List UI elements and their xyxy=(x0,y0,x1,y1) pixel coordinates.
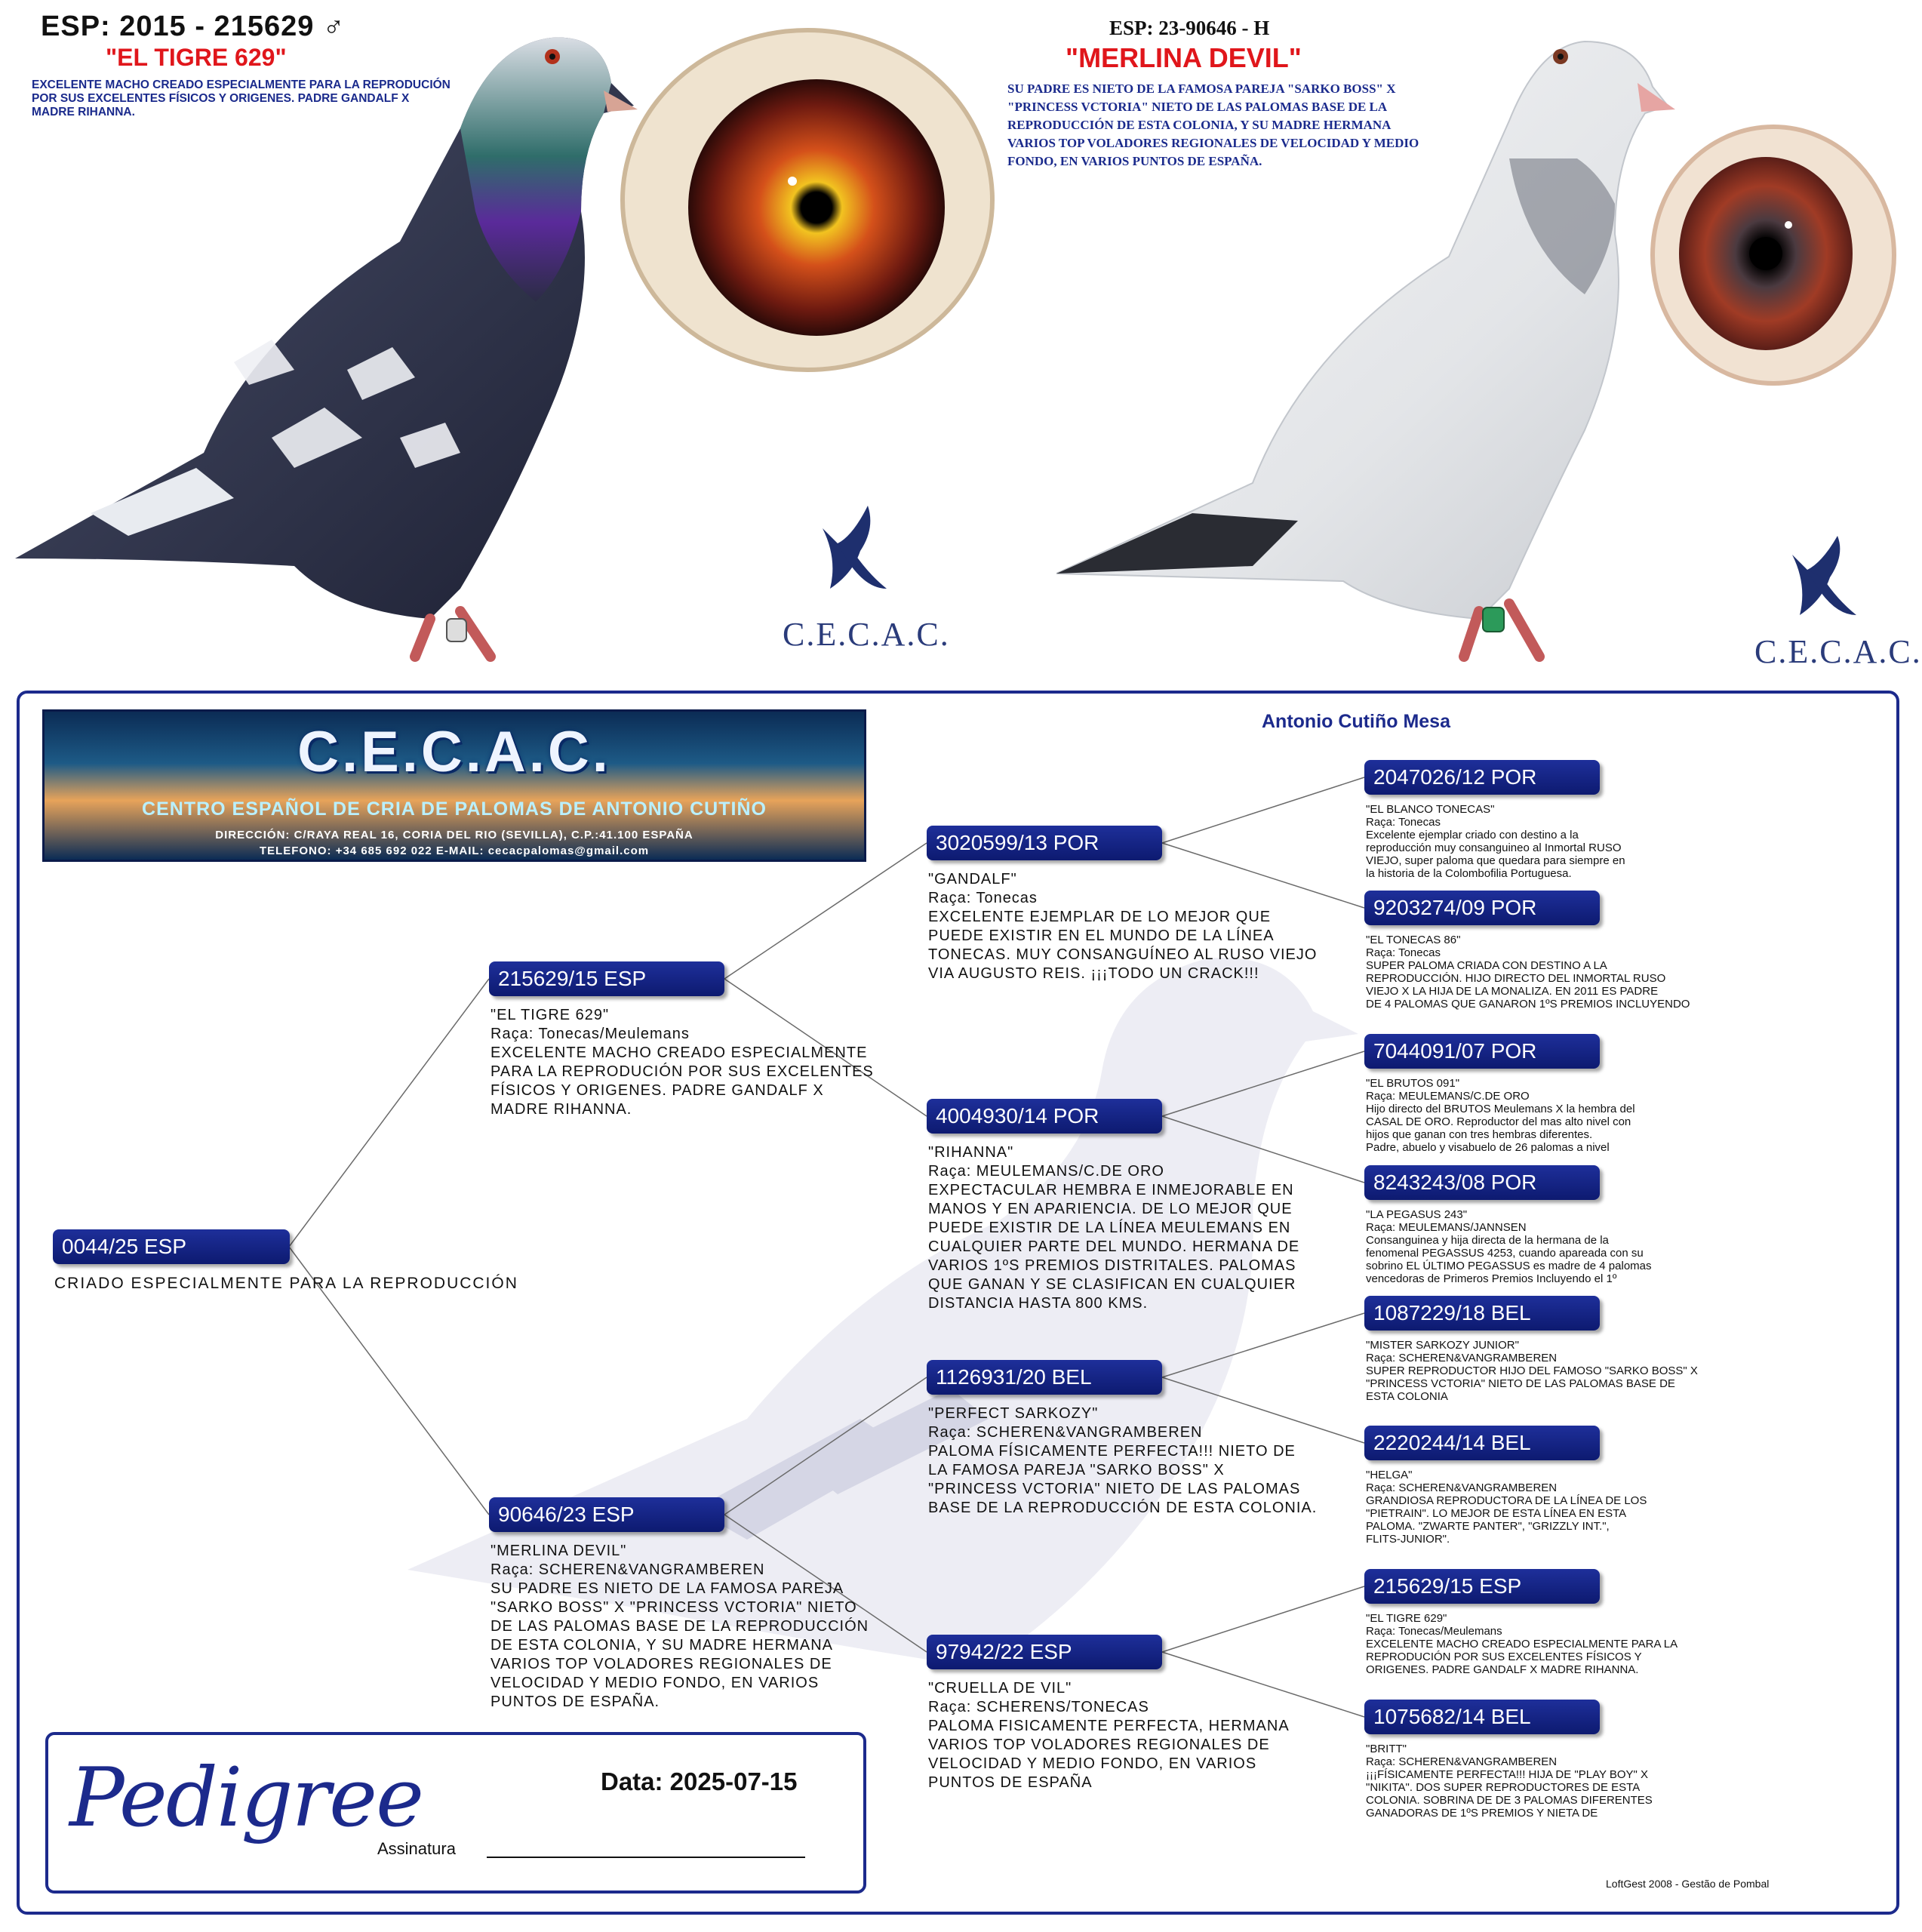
great-grandparent-text-line: GRANDIOSA REPRODUCTORA DE LA LÍNEA DE LOS xyxy=(1366,1494,1647,1507)
grandparent-text-line: PUNTOS DE ESPAÑA xyxy=(928,1774,1093,1791)
great-grandparent-name: "LA PEGASUS 243" xyxy=(1366,1208,1468,1221)
great-grandparent-breed: Raça: MEULEMANS/JANNSEN xyxy=(1366,1221,1527,1234)
great-grandparent-text-line: ORIGENES. PADRE GANDALF X MADRE RIHANNA. xyxy=(1366,1663,1639,1676)
right-bird-description: SU PADRE ES NIETO DE LA FAMOSA PAREJA "SARKO BOSS" X "PRINCESS VCTORIA" NIETO DE LAS PALOMAS BASE DE LA REPRODUCCIÓN DE ESTA COLONIA, Y SU MADRE HERMANA VARIOS TOP VOLADORES REGIONALES DE VELOCIDAD Y MEDIO FONDO, EN VARIOS PUNTOS DE ESPAÑA. xyxy=(1007,82,1419,168)
pedigree-script-title: Pedigree xyxy=(69,1751,423,1845)
great-grandparent-ring-box[interactable]: 1087229/18 BEL xyxy=(1364,1296,1600,1331)
grandparent-text-line: LA FAMOSA PAREJA "SARKO BOSS" X xyxy=(928,1462,1225,1478)
great-grandparent-name: "EL TIGRE 629" xyxy=(1366,1612,1447,1625)
dam-text-line: "SARKO BOSS" X "PRINCESS VCTORIA" NIETO xyxy=(490,1599,857,1616)
grandparent-breed: Raça: SCHEREN&VANGRAMBEREN xyxy=(928,1424,1203,1441)
grandparent-name: "GANDALF" xyxy=(928,871,1017,888)
great-grandparent-breed: Raça: MEULEMANS/C.DE ORO xyxy=(1366,1090,1530,1103)
great-grandparent-info xyxy=(1366,1339,1698,1403)
great-grandparent-info xyxy=(1366,803,1625,880)
grandparent-text-line: VARIOS 1ºS PREMIOS DISTRITALES. PALOMAS xyxy=(928,1257,1296,1274)
right-cecac-logo-text: C.E.C.A.C. xyxy=(1754,633,1922,670)
signature-line[interactable] xyxy=(487,1857,805,1858)
subject-ring-box[interactable]: 0044/25 ESP xyxy=(53,1229,290,1264)
great-grandparent-ring-box[interactable]: 7044091/07 POR xyxy=(1364,1034,1600,1069)
grandparent-text-line: TONECAS. MUY CONSANGUÍNEO AL RUSO VIEJO xyxy=(928,946,1318,963)
dam-text-line: DE ESTA COLONIA, Y SU MADRE HERMANA xyxy=(490,1637,833,1654)
grandparent-text-line: VARIOS TOP VOLADORES REGIONALES DE xyxy=(928,1737,1270,1753)
sire-text-line: MADRE RIHANNA. xyxy=(490,1101,632,1118)
great-grandparent-name: "HELGA" xyxy=(1366,1469,1413,1481)
great-grandparent-text-line: EXCELENTE MACHO CREADO ESPECIALMENTE PARA LA xyxy=(1366,1638,1678,1651)
banner-title: C.E.C.A.C. xyxy=(297,720,611,784)
great-grandparent-info xyxy=(1366,1469,1647,1546)
banner-contact: TELEFONO: +34 685 692 022 E-MAIL: cecacpalomas@gmail.com xyxy=(259,844,650,857)
grandparent-text-line: PUEDE EXISTIR EN EL MUNDO DE LA LÍNEA xyxy=(928,928,1275,944)
great-grandparent-info xyxy=(1366,934,1690,1011)
left-cecac-logo-text: C.E.C.A.C. xyxy=(783,616,950,653)
pedigree-date: Data: 2025-07-15 xyxy=(601,1767,798,1795)
dam-text-line: SU PADRE ES NIETO DE LA FAMOSA PAREJA xyxy=(490,1580,844,1597)
grandparent-text-line: EXPECTACULAR HEMBRA E INMEJORABLE EN xyxy=(928,1182,1294,1198)
great-grandparent-name: "EL BRUTOS 091" xyxy=(1366,1077,1460,1090)
great-grandparent-name: "MISTER SARKOZY JUNIOR" xyxy=(1366,1339,1519,1352)
great-grandparent-ring-box[interactable]: 8243243/08 POR xyxy=(1364,1165,1600,1200)
great-grandparent-text-line: VIEJO, super paloma que quedara para siempre en xyxy=(1366,854,1625,867)
grandparent-text-line: DISTANCIA HASTA 800 KMS. xyxy=(928,1295,1149,1312)
grandparent-info xyxy=(928,1679,1290,1792)
sire-text-line: PARA LA REPRODUCIÓN POR SUS EXCELENTES xyxy=(490,1063,874,1080)
grandparent-name: "CRUELLA DE VIL" xyxy=(928,1680,1072,1697)
great-grandparent-text-line: fenomenal PEGASSUS 4253, cuando apareada con su xyxy=(1366,1247,1644,1260)
banner-subtitle: CENTRO ESPAÑOL DE CRIA DE PALOMAS DE ANTONIO CUTIÑO xyxy=(142,798,767,820)
grandparent-text-line: EXCELENTE EJEMPLAR DE LO MEJOR QUE xyxy=(928,909,1272,925)
great-grandparent-text-line: COLONIA. SOBRINA DE DE 3 PALOMAS DIFERENTES xyxy=(1366,1794,1653,1807)
great-grandparent-text-line: reproducción muy consanguineo al Inmortal RUSO xyxy=(1366,841,1622,854)
great-grandparent-info xyxy=(1366,1208,1652,1285)
great-grandparent-ring-box[interactable]: 2047026/12 POR xyxy=(1364,760,1600,795)
great-grandparent-info xyxy=(1366,1077,1635,1154)
grandparent-ring-box[interactable]: 1126931/20 BEL xyxy=(927,1360,1162,1395)
grandparent-text-line: VELOCIDAD Y MEDIO FONDO, EN VARIOS xyxy=(928,1755,1257,1772)
great-grandparent-text-line: Excelente ejemplar criado con destino a la xyxy=(1366,829,1579,841)
great-grandparent-breed: Raça: Tonecas xyxy=(1366,816,1441,829)
great-grandparent-name: "BRITT" xyxy=(1366,1743,1407,1755)
dam-name: "MERLINA DEVIL" xyxy=(490,1543,627,1559)
grandparent-info xyxy=(928,870,1317,983)
grandparent-text-line: MANOS Y EN APARIENCIA. DE LO MEJOR QUE xyxy=(928,1201,1293,1217)
great-grandparent-text-line: Hijo directo del BRUTOS Meulemans X la hembra del xyxy=(1366,1103,1635,1115)
left-bird-name: "EL TIGRE 629" xyxy=(106,44,287,71)
grandparent-breed: Raça: SCHERENS/TONECAS xyxy=(928,1699,1149,1715)
subject-description: CRIADO ESPECIALMENTE PARA LA REPRODUCCIÓN xyxy=(54,1275,518,1292)
right-bird-name: "MERLINA DEVIL" xyxy=(1066,42,1302,73)
grandparent-ring-box[interactable]: 3020599/13 POR xyxy=(927,826,1162,860)
great-grandparent-text-line: Padre, abuelo y visabuelo de 26 palomas a nivel xyxy=(1366,1141,1610,1154)
dam-ring-box[interactable]: 90646/23 ESP xyxy=(489,1497,724,1532)
owner-name: Antonio Cutiño Mesa xyxy=(1262,711,1450,732)
great-grandparent-breed: Raça: SCHEREN&VANGRAMBEREN xyxy=(1366,1481,1558,1494)
left-bird-description: EXCELENTE MACHO CREADO ESPECIALMENTE PARA LA REPRODUCIÓN POR SUS EXCELENTES FÍSICOS Y ORIGENES. PADRE GANDALF X MADRE RIHANNA. xyxy=(32,78,451,118)
grandparent-ring-box[interactable]: 97942/22 ESP xyxy=(927,1635,1162,1669)
great-grandparent-text-line: CASAL DE ORO. Reproductor del mas alto nivel con xyxy=(1366,1115,1631,1128)
software-credit: LoftGest 2008 - Gestão de Pombal xyxy=(1606,1878,1770,1890)
sire-text-line: FÍSICOS Y ORIGENES. PADRE GANDALF X xyxy=(490,1082,824,1099)
right-ring-number: ESP: 23-90646 - H xyxy=(1109,17,1270,39)
great-grandparent-ring-box[interactable]: 215629/15 ESP xyxy=(1364,1569,1600,1604)
great-grandparent-ring-box[interactable]: 1075682/14 BEL xyxy=(1364,1700,1600,1734)
great-grandparent-text-line: Consanguinea y hija directa de la hermana de la xyxy=(1366,1234,1609,1247)
banner-address: DIRECCIÓN: C/RAYA REAL 16, CORIA DEL RIO (SEVILLA), C.P.:41.100 ESPAÑA xyxy=(215,829,693,841)
signature-label: Assinatura xyxy=(377,1839,456,1858)
dam-breed: Raça: SCHEREN&VANGRAMBEREN xyxy=(490,1561,765,1578)
dam-text-line: DE LAS PALOMAS BASE DE LA REPRODUCCIÓN xyxy=(490,1618,869,1635)
grandparent-text-line: PALOMA FÍSICAMENTE PERFECTA!!! NIETO DE xyxy=(928,1443,1296,1460)
dam-text-line: PUNTOS DE ESPAÑA. xyxy=(490,1694,660,1710)
great-grandparent-text-line: REPRODUCIÓN POR SUS EXCELENTES FÍSICOS Y xyxy=(1366,1651,1642,1663)
great-grandparent-info xyxy=(1366,1612,1678,1676)
sire-text-line: EXCELENTE MACHO CREADO ESPECIALMENTE xyxy=(490,1044,868,1061)
great-grandparent-name: "EL TONECAS 86" xyxy=(1366,934,1461,946)
grandparent-name: "RIHANNA" xyxy=(928,1144,1014,1161)
great-grandparent-text-line: PALOMA. "ZWARTE PANTER", "GRIZZLY INT.", xyxy=(1366,1520,1610,1533)
great-grandparent-text-line: la historia de la Colombofilia Portuguesa. xyxy=(1366,867,1572,880)
great-grandparent-breed: Raça: Tonecas/Meulemans xyxy=(1366,1625,1502,1638)
great-grandparent-ring-box[interactable]: 9203274/09 POR xyxy=(1364,891,1600,925)
grandparent-ring-box[interactable]: 4004930/14 POR xyxy=(927,1099,1162,1134)
grandparent-info xyxy=(928,1404,1317,1518)
great-grandparent-text-line: VIEJO X LA HIJA DE LA MONALIZA. EN 2011 ES PADRE xyxy=(1366,985,1659,998)
great-grandparent-name: "EL BLANCO TONECAS" xyxy=(1366,803,1495,816)
grandparent-breed: Raça: Tonecas xyxy=(928,890,1038,906)
grandparent-text-line: VIA AUGUSTO REIS. ¡¡¡TODO UN CRACK!!! xyxy=(928,965,1259,982)
great-grandparent-text-line: "NIKITA". DOS SUPER REPRODUCTORES DE ESTA xyxy=(1366,1781,1641,1794)
grandparent-text-line: BASE DE LA REPRODUCCIÓN DE ESTA COLONIA. xyxy=(928,1500,1318,1516)
great-grandparent-info xyxy=(1366,1743,1653,1820)
great-grandparent-breed: Raça: SCHEREN&VANGRAMBEREN xyxy=(1366,1755,1558,1768)
grandparent-text-line: "PRINCESS VCTORIA" NIETO DE LAS PALOMAS xyxy=(928,1481,1301,1497)
grandparent-name: "PERFECT SARKOZY" xyxy=(928,1405,1099,1422)
grandparent-text-line: PALOMA FISICAMENTE PERFECTA, HERMANA xyxy=(928,1718,1290,1734)
dam-text-line: VARIOS TOP VOLADORES REGIONALES DE xyxy=(490,1656,832,1672)
great-grandparent-ring-box[interactable]: 2220244/14 BEL xyxy=(1364,1426,1600,1460)
great-grandparent-text-line: "PRINCESS VCTORIA" NIETO DE LAS PALOMAS BASE DE xyxy=(1366,1377,1675,1390)
grandparent-text-line: CUALQUIER PARTE DEL MUNDO. HERMANA DE xyxy=(928,1238,1300,1255)
great-grandparent-text-line: REPRODUCCIÓN. HIJO DIRECTO DEL INMORTAL RUSO xyxy=(1366,972,1666,985)
great-grandparent-text-line: ESTA COLONIA xyxy=(1366,1390,1448,1403)
great-grandparent-breed: Raça: Tonecas xyxy=(1366,946,1441,959)
sire-info xyxy=(490,1006,874,1119)
great-grandparent-text-line: hijos que ganan con tres hembras diferentes. xyxy=(1366,1128,1593,1141)
great-grandparent-text-line: vencedoras de Primeros Premios Incluyendo el 1º xyxy=(1366,1272,1617,1285)
great-grandparent-text-line: sobrino EL ÚLTIMO PEGASSUS es madre de 4 palomas xyxy=(1366,1260,1652,1272)
great-grandparent-text-line: GANADORAS DE 1ºS PREMIOS Y NIETA DE xyxy=(1366,1807,1598,1820)
grandparent-breed: Raça: MEULEMANS/C.DE ORO xyxy=(928,1163,1164,1180)
sire-breed: Raça: Tonecas/Meulemans xyxy=(490,1026,690,1042)
great-grandparent-text-line: "PIETRAIN". LO MEJOR DE ESTA LÍNEA EN ESTA xyxy=(1366,1507,1627,1520)
great-grandparent-text-line: DE 4 PALOMAS QUE GANARON 1ºS PREMIOS INCLUYENDO xyxy=(1366,998,1690,1011)
grandparent-text-line: QUE GANAN Y SE CLASIFICAN EN CUALQUIER xyxy=(928,1276,1296,1293)
sire-ring-box[interactable]: 215629/15 ESP xyxy=(489,961,724,996)
dam-info xyxy=(490,1542,869,1712)
great-grandparent-text-line: SUPER REPRODUCTOR HIJO DEL FAMOSO "SARKO BOSS" X xyxy=(1366,1364,1698,1377)
great-grandparent-text-line: ¡¡¡FÍSICAMENTE PERFECTA!!! HIJA DE "PLAY BOY" X xyxy=(1366,1768,1649,1781)
dam-text-line: VELOCIDAD Y MEDIO FONDO, EN VARIOS xyxy=(490,1675,820,1691)
great-grandparent-text-line: SUPER PALOMA CRIADA CON DESTINO A LA xyxy=(1366,959,1607,972)
sire-name: "EL TIGRE 629" xyxy=(490,1007,610,1023)
grandparent-info xyxy=(928,1143,1299,1313)
great-grandparent-breed: Raça: SCHEREN&VANGRAMBEREN xyxy=(1366,1352,1558,1364)
great-grandparent-text-line: FLITS-JUNIOR". xyxy=(1366,1533,1450,1546)
left-ring-number: ESP: 2015 - 215629 ♂ xyxy=(41,11,346,42)
grandparent-text-line: PUEDE EXISTIR DE LA LÍNEA MEULEMANS EN xyxy=(928,1220,1291,1236)
